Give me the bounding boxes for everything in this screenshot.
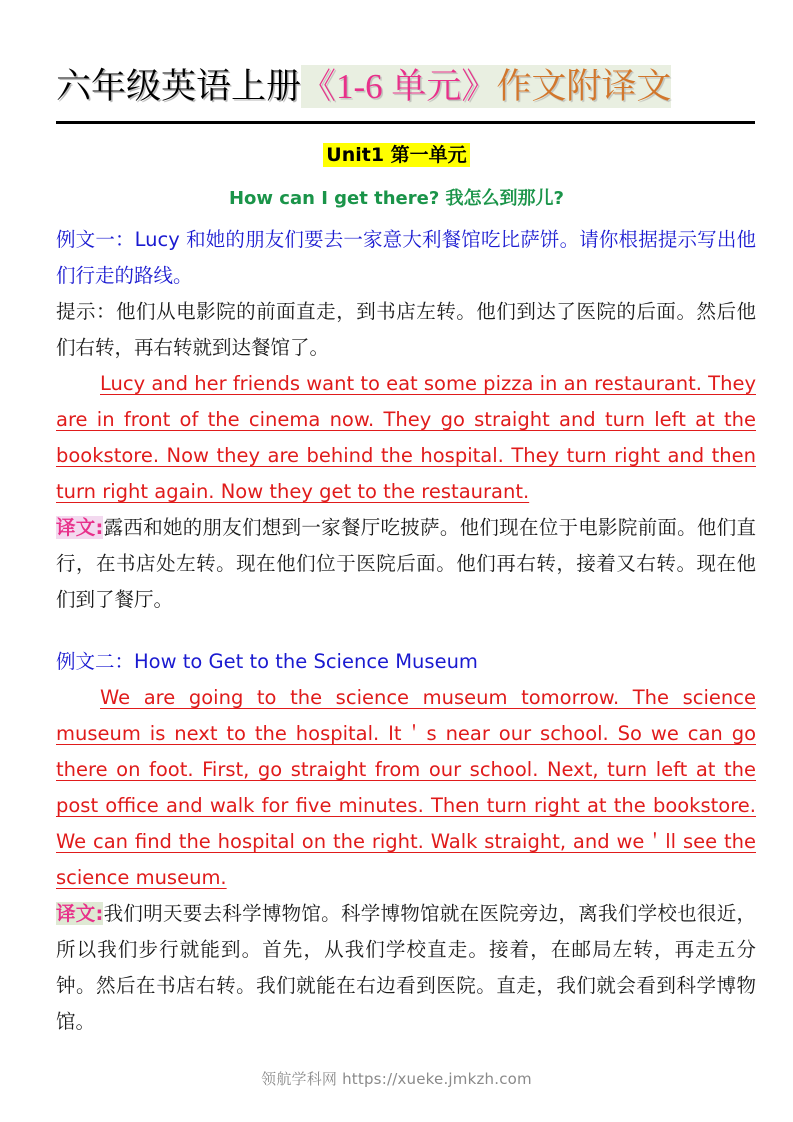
section-one-translation bbox=[56, 510, 756, 618]
section-one-essay bbox=[56, 366, 756, 510]
section-two-prompt: 例文二：How to Get to the Science Museum bbox=[56, 650, 478, 673]
topic-heading-row bbox=[0, 186, 793, 212]
section-one-prompt: 例文一：Lucy 和她的朋友们要去一家意大利餐馆吃比萨饼。请你根据提示写出他们行走的路线。 bbox=[56, 228, 756, 287]
section-spacer bbox=[56, 618, 756, 644]
title-segment-subject: 作文附译文 bbox=[496, 67, 672, 106]
title-segment-grade: 六年级英语上册 bbox=[56, 67, 302, 106]
section-one-essay-text: Lucy and her friends want to eat some pizza in an restaurant. They are in front of the cinema now. They go straight and turn left at the bookstore. Now they are behind the hospital. They turn right and then turn right again. Now they get to the restaurant. bbox=[56, 372, 756, 503]
section-two-translation bbox=[56, 896, 756, 1040]
section-one-translation-text: 露西和她的朋友们想到一家餐厅吃披萨。他们现在位于电影院前面。他们直行，在书店处左转。现在他们位于医院后面。他们再右转，接着又右转。现在他们到了餐厅。 bbox=[56, 516, 756, 611]
unit-heading-row bbox=[0, 142, 793, 168]
translation-label: 译文: bbox=[56, 516, 104, 539]
section-one-hint: 提示：他们从电影院的前面直走，到书店左转。他们到达了医院的后面。然后他们右转，再右转就到达餐馆了。 bbox=[56, 300, 756, 359]
topic-heading: How can I get there? 我怎么到那儿? bbox=[228, 188, 564, 209]
unit-heading: Unit1 第一单元 bbox=[323, 143, 469, 167]
section-two-essay bbox=[56, 680, 756, 896]
document-title-block bbox=[56, 64, 756, 110]
page-title bbox=[56, 64, 756, 110]
translation-label: 译文: bbox=[56, 902, 104, 925]
title-divider bbox=[56, 121, 755, 124]
section-two-translation-text: 我们明天要去科学博物馆。科学博物馆就在医院旁边，离我们学校也很近，所以我们步行就能到。首先，从我们学校直走。接着，在邮局左转，再走五分钟。然后在书店右转。我们就能在右边看到医院。直走，我们就会看到科学博物馆。 bbox=[56, 902, 756, 1033]
title-segment-units: 《1-6 单元》 bbox=[301, 67, 497, 106]
document-body bbox=[56, 222, 756, 1040]
footer-watermark: 领航学科网 https://xueke.jmkzh.com bbox=[261, 1070, 532, 1088]
section-two-essay-text: We are going to the science museum tomorrow. The science museum is next to the hospital. It＇s near our school. So we can go there on foot. First, go straight from our school. Next, turn left at the post office and walk for five minutes. Then turn right at the bookstore. We can find the hospital on the right. Walk straight, and we＇ll see the science museum. bbox=[56, 686, 756, 889]
